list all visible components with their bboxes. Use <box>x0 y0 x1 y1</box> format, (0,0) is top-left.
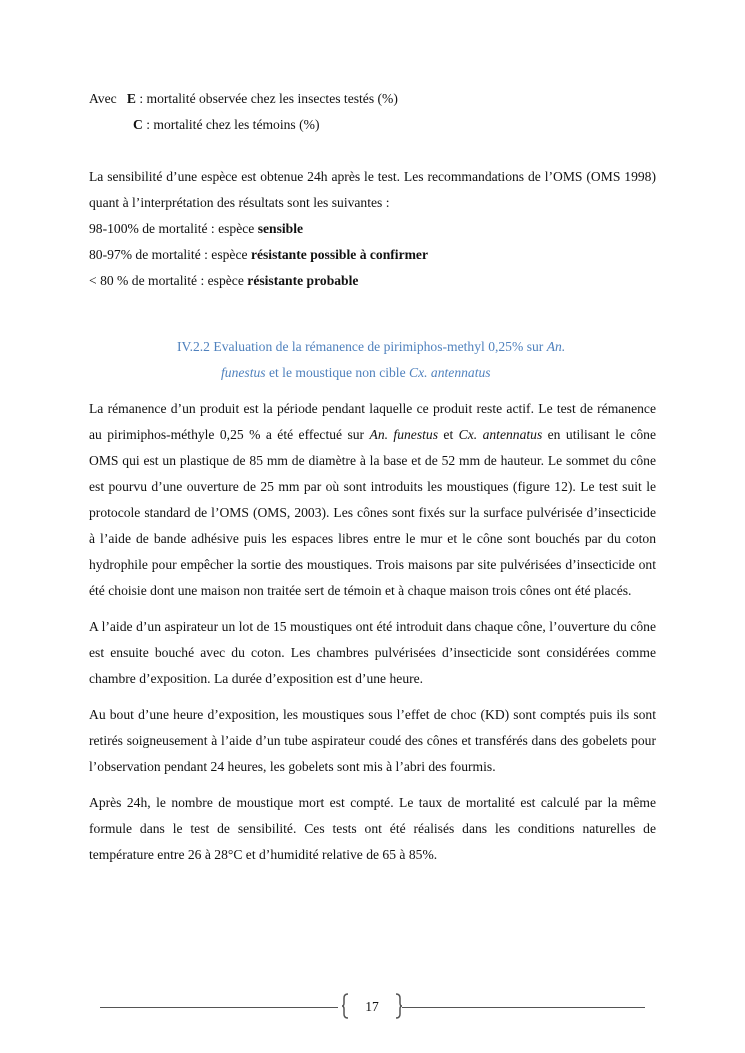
section-heading: IV.2.2 Evaluation de la rémanence de pirimiphos-methyl 0,25% sur An. funestus et le moustique non cible Cx. antennatus <box>177 339 566 380</box>
right-bracket-icon <box>395 993 403 1019</box>
page-footer <box>100 992 645 1022</box>
legend-c-text: : mortalité chez les témoins (%) <box>142 117 320 132</box>
footer-rule-right <box>402 1007 645 1008</box>
section-number: IV.2.2 <box>177 339 210 354</box>
paragraph-mortalite: Après 24h, le nombre de moustique mort est compté. Le taux de mortalité est calculé par la même formule dans le test de sensibilité. Ces tests ont été réalisés dans les conditions naturelles de température entre 26 à 28°C et d’humidité relative de 65 à 85%. <box>89 795 656 862</box>
page-number: 17 <box>365 999 379 1014</box>
criterion-probable: < 80 % de mortalité : espèce résistante probable <box>89 273 359 288</box>
legend-e-line <box>89 86 656 112</box>
legend-e-key: E <box>126 91 136 106</box>
left-bracket-icon <box>341 993 349 1019</box>
criterion-sensible: 98-100% de mortalité : espèce sensible <box>89 221 304 236</box>
page-body <box>89 86 656 868</box>
legend-c-line <box>89 112 656 138</box>
paragraph-aspirateur: A l’aide d’un aspirateur un lot de 15 moustiques ont été introduit dans chaque cône, l’ouverture du cône est ensuite bouché avec du coton. Les chambres pulvérisées d’insecticide sont considérées comme chambre d’exposition. La durée d’exposition est d’une heure. <box>89 619 656 686</box>
legend-lead: Avec <box>89 91 117 106</box>
paragraph-exposition: Au bout d’une heure d’exposition, les moustiques sous l’effet de choc (KD) sont comptés puis ils sont retirés soigneusement à l’aide d’un tube aspirateur coudé des cônes et transférés dans des gobelets pour l’observation pendant 24 heures, les gobelets sont mis à l’abri des fourmis. <box>89 707 656 774</box>
oms-intro: La sensibilité d’une espèce est obtenue 24h après le test. Les recommandations de l’OMS (OMS 1998) quant à l’interprétation des résultats sont les suivantes : <box>89 169 656 210</box>
paragraph-remanence: La rémanence d’un produit est la période pendant laquelle ce produit reste actif. Le test de rémanence au pirimiphos-méthyle 0,25 % a été effectué sur An. funestus et Cx. antennatus en utilisant le cône OMS qui est un plastique de 85 mm de diamètre à la base et de 52 mm de hauteur. Le sommet du cône est pourvu d’une ouverture de 25 mm par où sont introduits les moustiques (figure 12). Le test suit le protocole standard de l’OMS (OMS, 2003). Les cônes sont fixés sur la surface pulvérisée d’insecticide à l’aide de bande adhésive puis les espaces libres entre le mur et le cône sont bouchés par du coton hydrophile pour empêcher la sortie des moustiques. Trois maisons par site pulvérisées d’insecticide ont été choisie dont une maison non traitée sert de témoin et à chaque maison trois cônes ont été placés. <box>89 401 657 598</box>
criterion-possible: 80-97% de mortalité : espèce résistante possible à confirmer <box>89 247 429 262</box>
legend-c-key: C <box>133 117 143 132</box>
footer-rule-left <box>100 1007 338 1008</box>
legend-e-text: : mortalité observée chez les insectes testés (%) <box>135 91 398 106</box>
